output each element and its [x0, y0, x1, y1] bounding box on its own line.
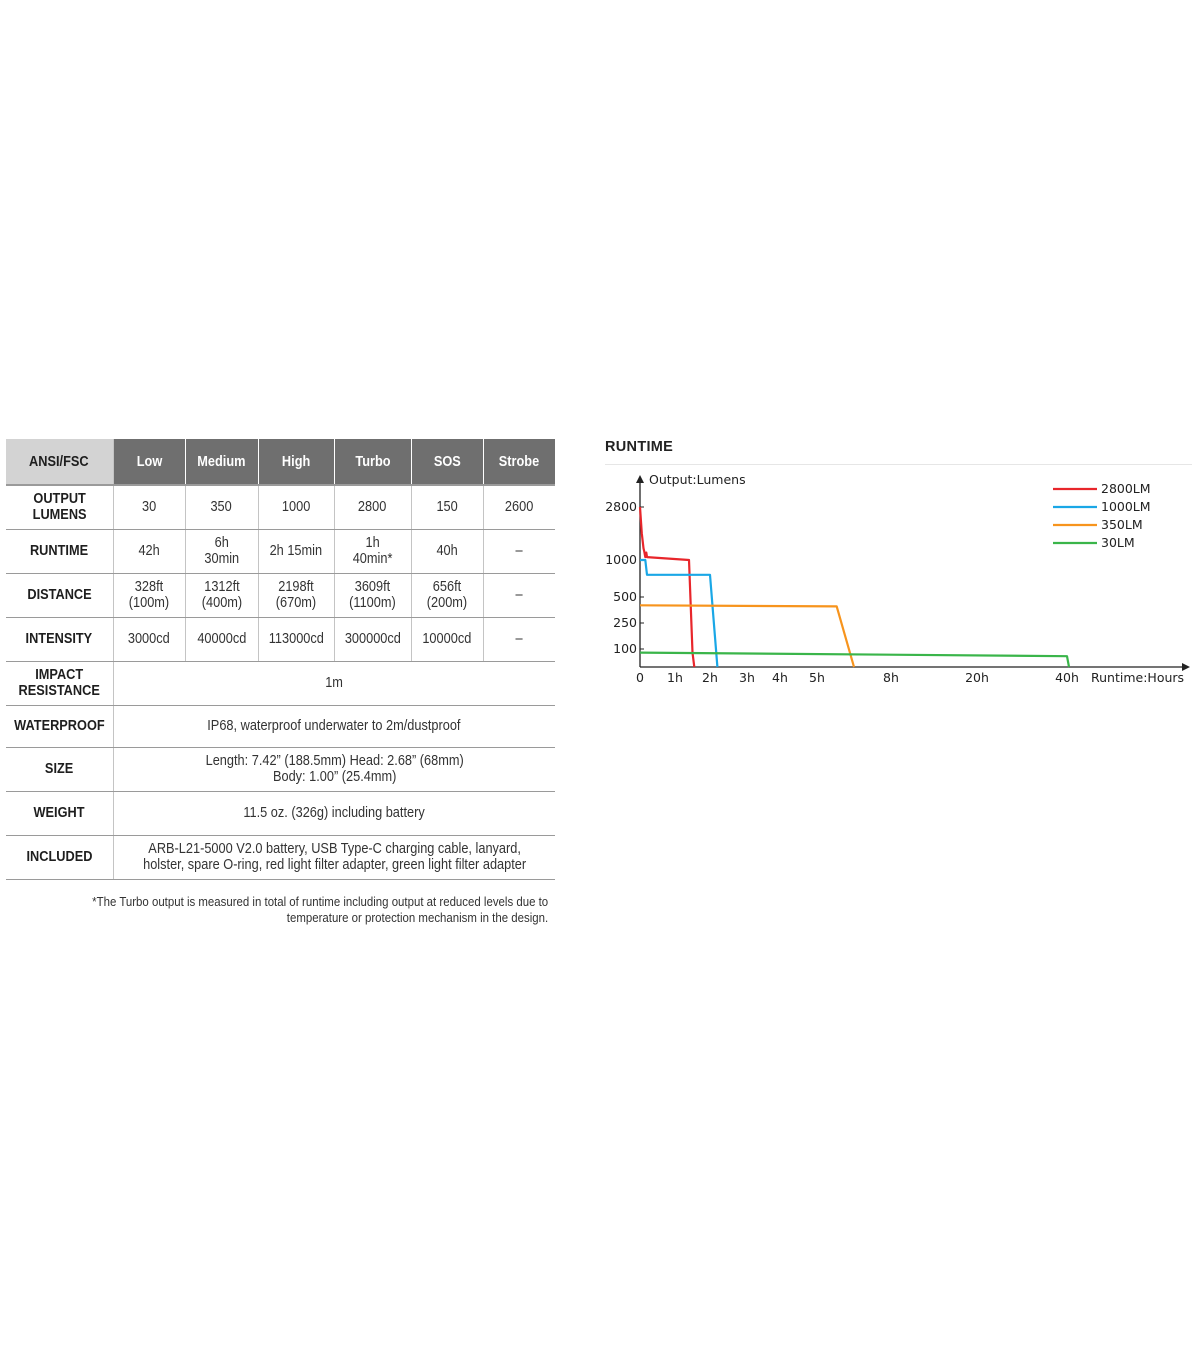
table-cell — [334, 485, 411, 529]
row-label: INCLUDED — [26, 849, 93, 865]
mode-label: Strobe — [499, 453, 540, 470]
span-value: Length: 7.42” (188.5mm) Head: 2.68” (68mm) Body: 1.00” (25.4mm) — [205, 753, 464, 785]
y-tick-label: 100 — [613, 641, 637, 656]
table-cell — [185, 573, 258, 617]
mode-label: Low — [136, 453, 162, 470]
table-row — [6, 485, 555, 529]
table-cell — [483, 617, 555, 661]
table-cell — [334, 573, 411, 617]
row-label: DISTANCE — [27, 587, 92, 603]
table-span-cell — [113, 791, 555, 835]
cell-value: 40h — [436, 543, 458, 559]
table-row — [6, 705, 555, 747]
legend-label: 350LM — [1101, 517, 1143, 532]
chart-title: RUNTIME — [605, 439, 674, 455]
span-value: IP68, waterproof underwater to 2m/dustproof — [207, 718, 461, 734]
table-cell — [185, 617, 258, 661]
table-row — [6, 661, 555, 705]
table-span-cell — [113, 661, 555, 705]
mode-label: High — [281, 453, 311, 470]
table-cell — [113, 529, 185, 573]
cell-value: 300000cd — [344, 631, 401, 647]
table-cell — [411, 617, 483, 661]
header-corner-cell — [6, 439, 113, 485]
table-cell — [185, 485, 258, 529]
header-mode-cell — [258, 439, 334, 485]
row-label: WATERPROOF — [14, 718, 105, 734]
table-cell — [483, 529, 555, 573]
header-corner-label: ANSI/FSC — [29, 453, 90, 470]
header-mode-cell — [411, 439, 483, 485]
span-value: 11.5 oz. (326g) including battery — [243, 805, 425, 821]
row-label: INTENSITY — [25, 631, 93, 647]
row-label-cell — [6, 835, 113, 879]
cell-value: 6h 30min — [204, 535, 239, 567]
header-mode-cell — [483, 439, 555, 485]
table-cell — [483, 485, 555, 529]
cell-value: – — [515, 631, 523, 647]
table-row — [6, 747, 555, 791]
cell-value: 2198ft (670m) — [275, 579, 317, 611]
cell-value: 2600 — [505, 499, 534, 516]
turbo-footnote-text: *The Turbo output is measured in total of runtime including output at reduced levels due to temperature or protection mechanism in the design. — [92, 894, 548, 925]
header-mode-cell — [185, 439, 258, 485]
x-tick-label: 40h — [1055, 670, 1079, 685]
cell-value: 350 — [210, 499, 233, 516]
y-tick-label: 1000 — [605, 552, 637, 567]
row-label-cell — [6, 529, 113, 573]
row-label: SIZE — [45, 761, 74, 777]
mode-label: Medium — [197, 453, 246, 470]
row-label-cell — [6, 705, 113, 747]
cell-value: 150 — [436, 499, 458, 516]
legend-label: 30LM — [1101, 535, 1135, 550]
row-label: WEIGHT — [33, 805, 85, 821]
cell-value: 1h 40min* — [352, 535, 393, 567]
header-mode-cell — [113, 439, 185, 485]
table-cell — [411, 485, 483, 529]
x-tick-label: 0 — [636, 670, 644, 685]
table-cell — [113, 573, 185, 617]
series-line-350lm — [640, 605, 854, 667]
cell-value: 3000cd — [128, 631, 170, 647]
y-tick-label: 250 — [613, 615, 637, 630]
table-row — [6, 573, 555, 617]
mode-label: Turbo — [354, 453, 391, 470]
x-tick-label: 2h — [702, 670, 718, 685]
y-tick-label: 500 — [613, 589, 637, 604]
row-label-cell — [6, 661, 113, 705]
cell-value: 10000cd — [422, 631, 472, 647]
cell-value: – — [515, 543, 523, 559]
row-label: OUTPUT LUMENS — [32, 491, 87, 524]
x-tick-label: 1h — [667, 670, 683, 685]
y-axis-label: Output:Lumens — [649, 472, 746, 487]
row-label: RUNTIME — [30, 543, 89, 559]
x-axis-label: Runtime:Hours — [1091, 670, 1185, 685]
table-cell — [113, 617, 185, 661]
table-cell — [113, 485, 185, 529]
table-span-cell — [113, 835, 555, 879]
runtime-chart — [595, 465, 1195, 695]
table-header-row — [6, 439, 555, 485]
legend-label: 2800LM — [1101, 481, 1151, 496]
table-row — [6, 529, 555, 573]
cell-value: 1000 — [281, 499, 311, 516]
row-label: IMPACT RESISTANCE — [18, 667, 100, 699]
table-span-cell — [113, 747, 555, 791]
row-label-cell — [6, 747, 113, 791]
x-tick-label: 20h — [965, 670, 989, 685]
table-row — [6, 617, 555, 661]
cell-value: 40000cd — [197, 631, 246, 647]
series-line-2800lm — [640, 507, 694, 667]
table-cell — [258, 529, 334, 573]
cell-value: 30 — [141, 499, 157, 516]
table-cell — [411, 529, 483, 573]
x-tick-label: 5h — [809, 670, 825, 685]
table-row — [6, 835, 555, 879]
table-cell — [411, 573, 483, 617]
mode-label: SOS — [433, 453, 461, 470]
span-value: 1m — [325, 675, 344, 691]
table-cell — [258, 573, 334, 617]
row-label-cell — [6, 485, 113, 529]
cell-value: 1312ft (400m) — [201, 579, 242, 611]
span-value: ARB-L21-5000 V2.0 battery, USB Type-C charging cable, lanyard, holster, spare O-ring, red light filter adapter, green light filter adapter — [142, 841, 526, 873]
legend-label: 1000LM — [1101, 499, 1151, 514]
table-cell — [334, 529, 411, 573]
y-axis-arrow — [636, 475, 644, 483]
table-cell — [334, 617, 411, 661]
turbo-footnote — [6, 894, 548, 926]
table-cell — [258, 485, 334, 529]
cell-value: – — [515, 587, 523, 603]
y-tick-label: 2800 — [605, 499, 637, 514]
table-span-cell — [113, 705, 555, 747]
cell-value: 42h — [138, 543, 160, 559]
cell-value: 2800 — [358, 499, 387, 516]
cell-value: 656ft (200m) — [426, 579, 468, 611]
cell-value: 328ft (100m) — [128, 579, 170, 611]
table-row — [6, 791, 555, 835]
table-cell — [258, 617, 334, 661]
row-label-cell — [6, 791, 113, 835]
x-tick-label: 3h — [739, 670, 755, 685]
x-tick-label: 4h — [772, 670, 788, 685]
table-cell — [483, 573, 555, 617]
table-cell — [185, 529, 258, 573]
x-tick-label: 8h — [883, 670, 899, 685]
header-mode-cell — [334, 439, 411, 485]
row-label-cell — [6, 573, 113, 617]
cell-value: 2h 15min — [269, 543, 323, 559]
spec-table — [6, 439, 555, 880]
row-label-cell — [6, 617, 113, 661]
series-line-1000lm — [640, 560, 717, 667]
cell-value: 3609ft (1100m) — [349, 579, 396, 611]
cell-value: 113000cd — [268, 631, 324, 647]
